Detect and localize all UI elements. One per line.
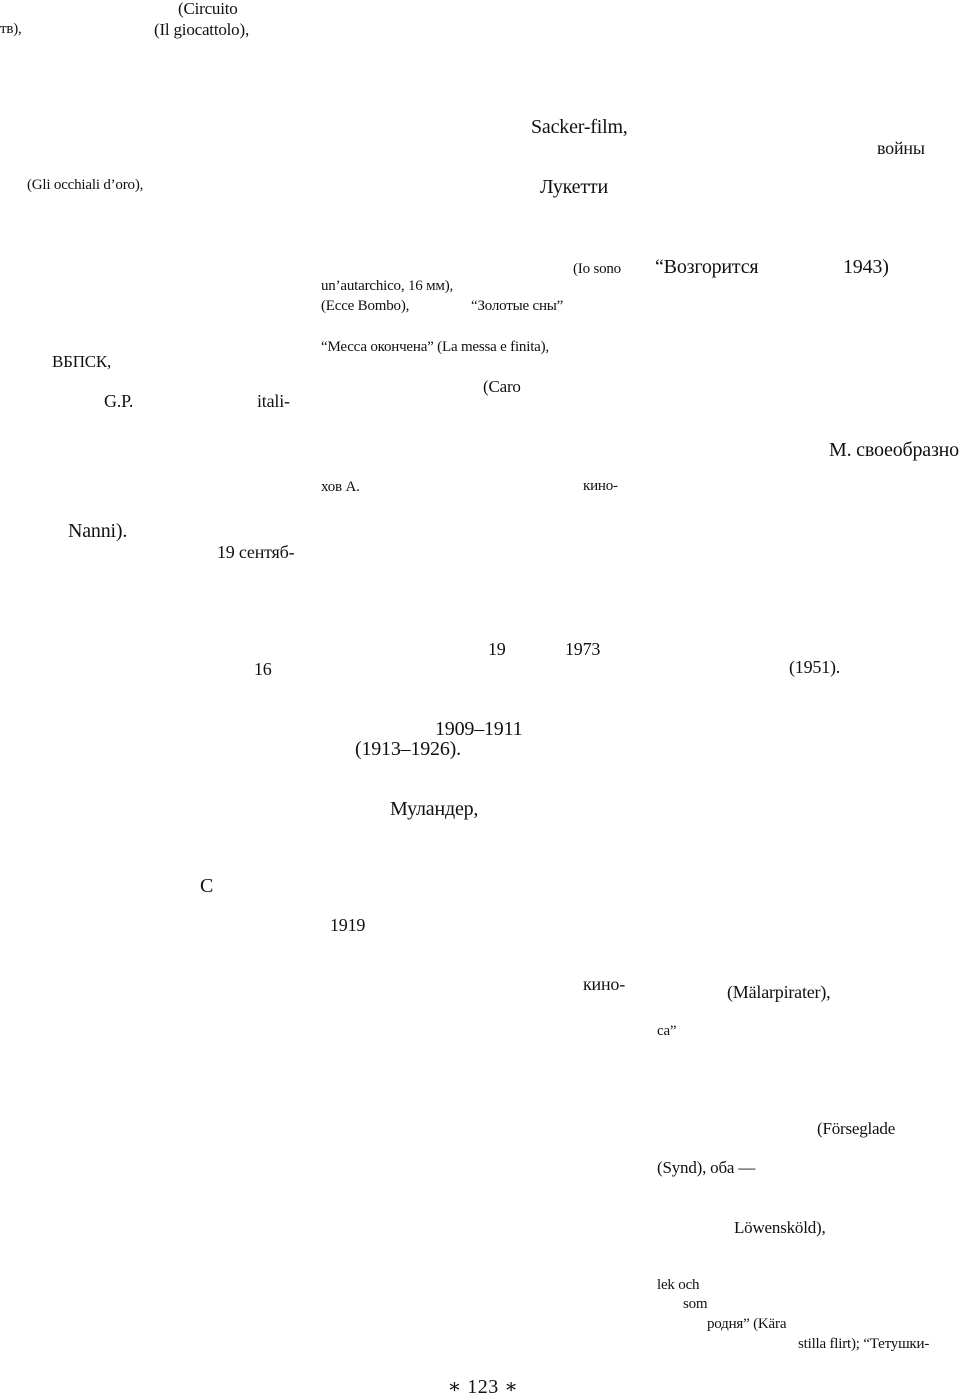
col1-text-fragment: itali- <box>257 391 290 411</box>
col3-text-fragment: (Förseglade <box>817 1119 896 1138</box>
col3-text-fragment: (Mälarpirater), <box>727 982 831 1002</box>
col2-text-fragment: Sacker-film, <box>531 116 628 138</box>
page-number: ∗ 123 ∗ <box>447 1376 519 1396</box>
col3-text-fragment: 1943) <box>843 256 889 278</box>
col3-text-fragment: (1951). <box>789 657 841 677</box>
col2-text-fragment: “Золотые сны” <box>471 298 564 314</box>
col3-text-fragment: lek och <box>657 1277 700 1293</box>
col1-text-fragment: 19 сентяб- <box>217 542 295 562</box>
col3-text-fragment: М. своеобразно <box>829 439 959 461</box>
col3-text-fragment: ca” <box>657 1023 677 1039</box>
col3-text-fragment: родня” (Kära <box>707 1316 787 1332</box>
col3-text-fragment: Löwensköld), <box>734 1218 826 1237</box>
col1-text-fragment: ВБПСК, <box>52 352 112 371</box>
col2-text-fragment: 1909–1911 <box>435 718 523 740</box>
col1-text-fragment: (Circuito <box>178 0 238 18</box>
col3-text-fragment: stilla flirt); “Тетушки- <box>798 1336 930 1352</box>
col3-text-fragment: войны <box>877 138 925 158</box>
col1-text-fragment: тв), <box>0 21 22 37</box>
col2-text-fragment: (Caro <box>483 377 521 396</box>
col1-text-fragment: 16 <box>254 659 272 679</box>
col2-text-fragment: (Ecce Bombo), <box>321 298 410 314</box>
col2-text-fragment: un’autarchico, 16 мм), <box>321 278 454 294</box>
col2-text-fragment: Лукетти <box>540 176 608 198</box>
col2-text-fragment: 19 <box>488 639 506 659</box>
col2-text-fragment: хов А. <box>321 479 360 495</box>
col1-text-fragment: (Gli occhiali d’oro), <box>27 177 144 193</box>
col1-text-fragment: G.P. <box>104 391 134 411</box>
col1-text-fragment: (Il giocattolo), <box>154 20 249 39</box>
col2-text-fragment: (1913–1926). <box>355 738 461 760</box>
col2-text-fragment: (Io sono <box>573 261 621 277</box>
col1-text-fragment: С <box>200 875 214 897</box>
col3-text-fragment: (Synd), оба — <box>657 1158 756 1177</box>
col2-text-fragment: кино- <box>583 974 626 994</box>
col2-text-fragment: “Месса окончена” (La messa e finita), <box>321 339 549 355</box>
col2-text-fragment: 1919 <box>330 915 366 935</box>
col2-text-fragment: кино- <box>583 478 618 494</box>
col2-text-fragment: 1973 <box>565 639 601 659</box>
col3-text-fragment: som <box>683 1296 708 1312</box>
col1-text-fragment: Nanni). <box>68 520 128 542</box>
col2-text-fragment: Муландер, <box>390 798 479 820</box>
col3-text-fragment: “Возгорится <box>655 256 759 278</box>
